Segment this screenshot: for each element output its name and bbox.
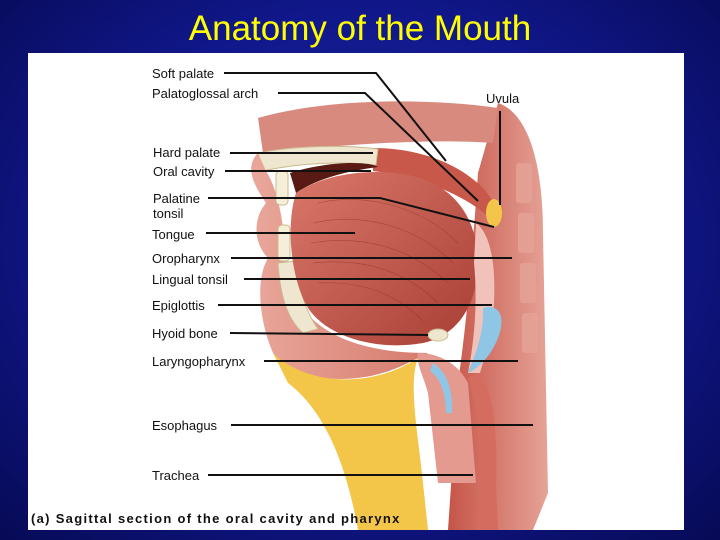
label-lingual-tonsil: Lingual tonsil — [152, 272, 228, 287]
label-uvula: Uvula — [486, 91, 520, 106]
label-esophagus: Esophagus — [152, 418, 218, 433]
submental-fat — [273, 353, 428, 530]
label-hard-palate: Hard palate — [153, 145, 221, 160]
figure-panel — [28, 53, 684, 530]
slide-title: Anatomy of the Mouth — [188, 9, 532, 48]
lower-incisor — [278, 225, 290, 261]
label-soft-palate: Soft palate — [152, 66, 215, 81]
label-tongue: Tongue — [152, 227, 195, 242]
label-epiglottis: Epiglottis — [152, 298, 205, 313]
label-palatoglossal-arch: Palatoglossal arch — [152, 86, 259, 101]
nasal-region — [258, 101, 498, 153]
label-trachea: Trachea — [152, 468, 200, 483]
upper-incisor — [276, 171, 288, 205]
hyoid-bone-shape — [428, 329, 448, 341]
label-oropharynx: Oropharynx — [152, 251, 220, 266]
label-palatine-tonsil: Palatine tonsil — [153, 191, 200, 221]
sagittal-section-illustration — [28, 53, 684, 530]
label-hyoid-bone: Hyoid bone — [152, 326, 218, 341]
label-laryngopharynx: Laryngopharynx — [152, 354, 246, 369]
figure-caption: (a) Sagittal section of the oral cavity and pharynx — [31, 511, 401, 526]
label-oral-cavity: Oral cavity — [153, 164, 215, 179]
